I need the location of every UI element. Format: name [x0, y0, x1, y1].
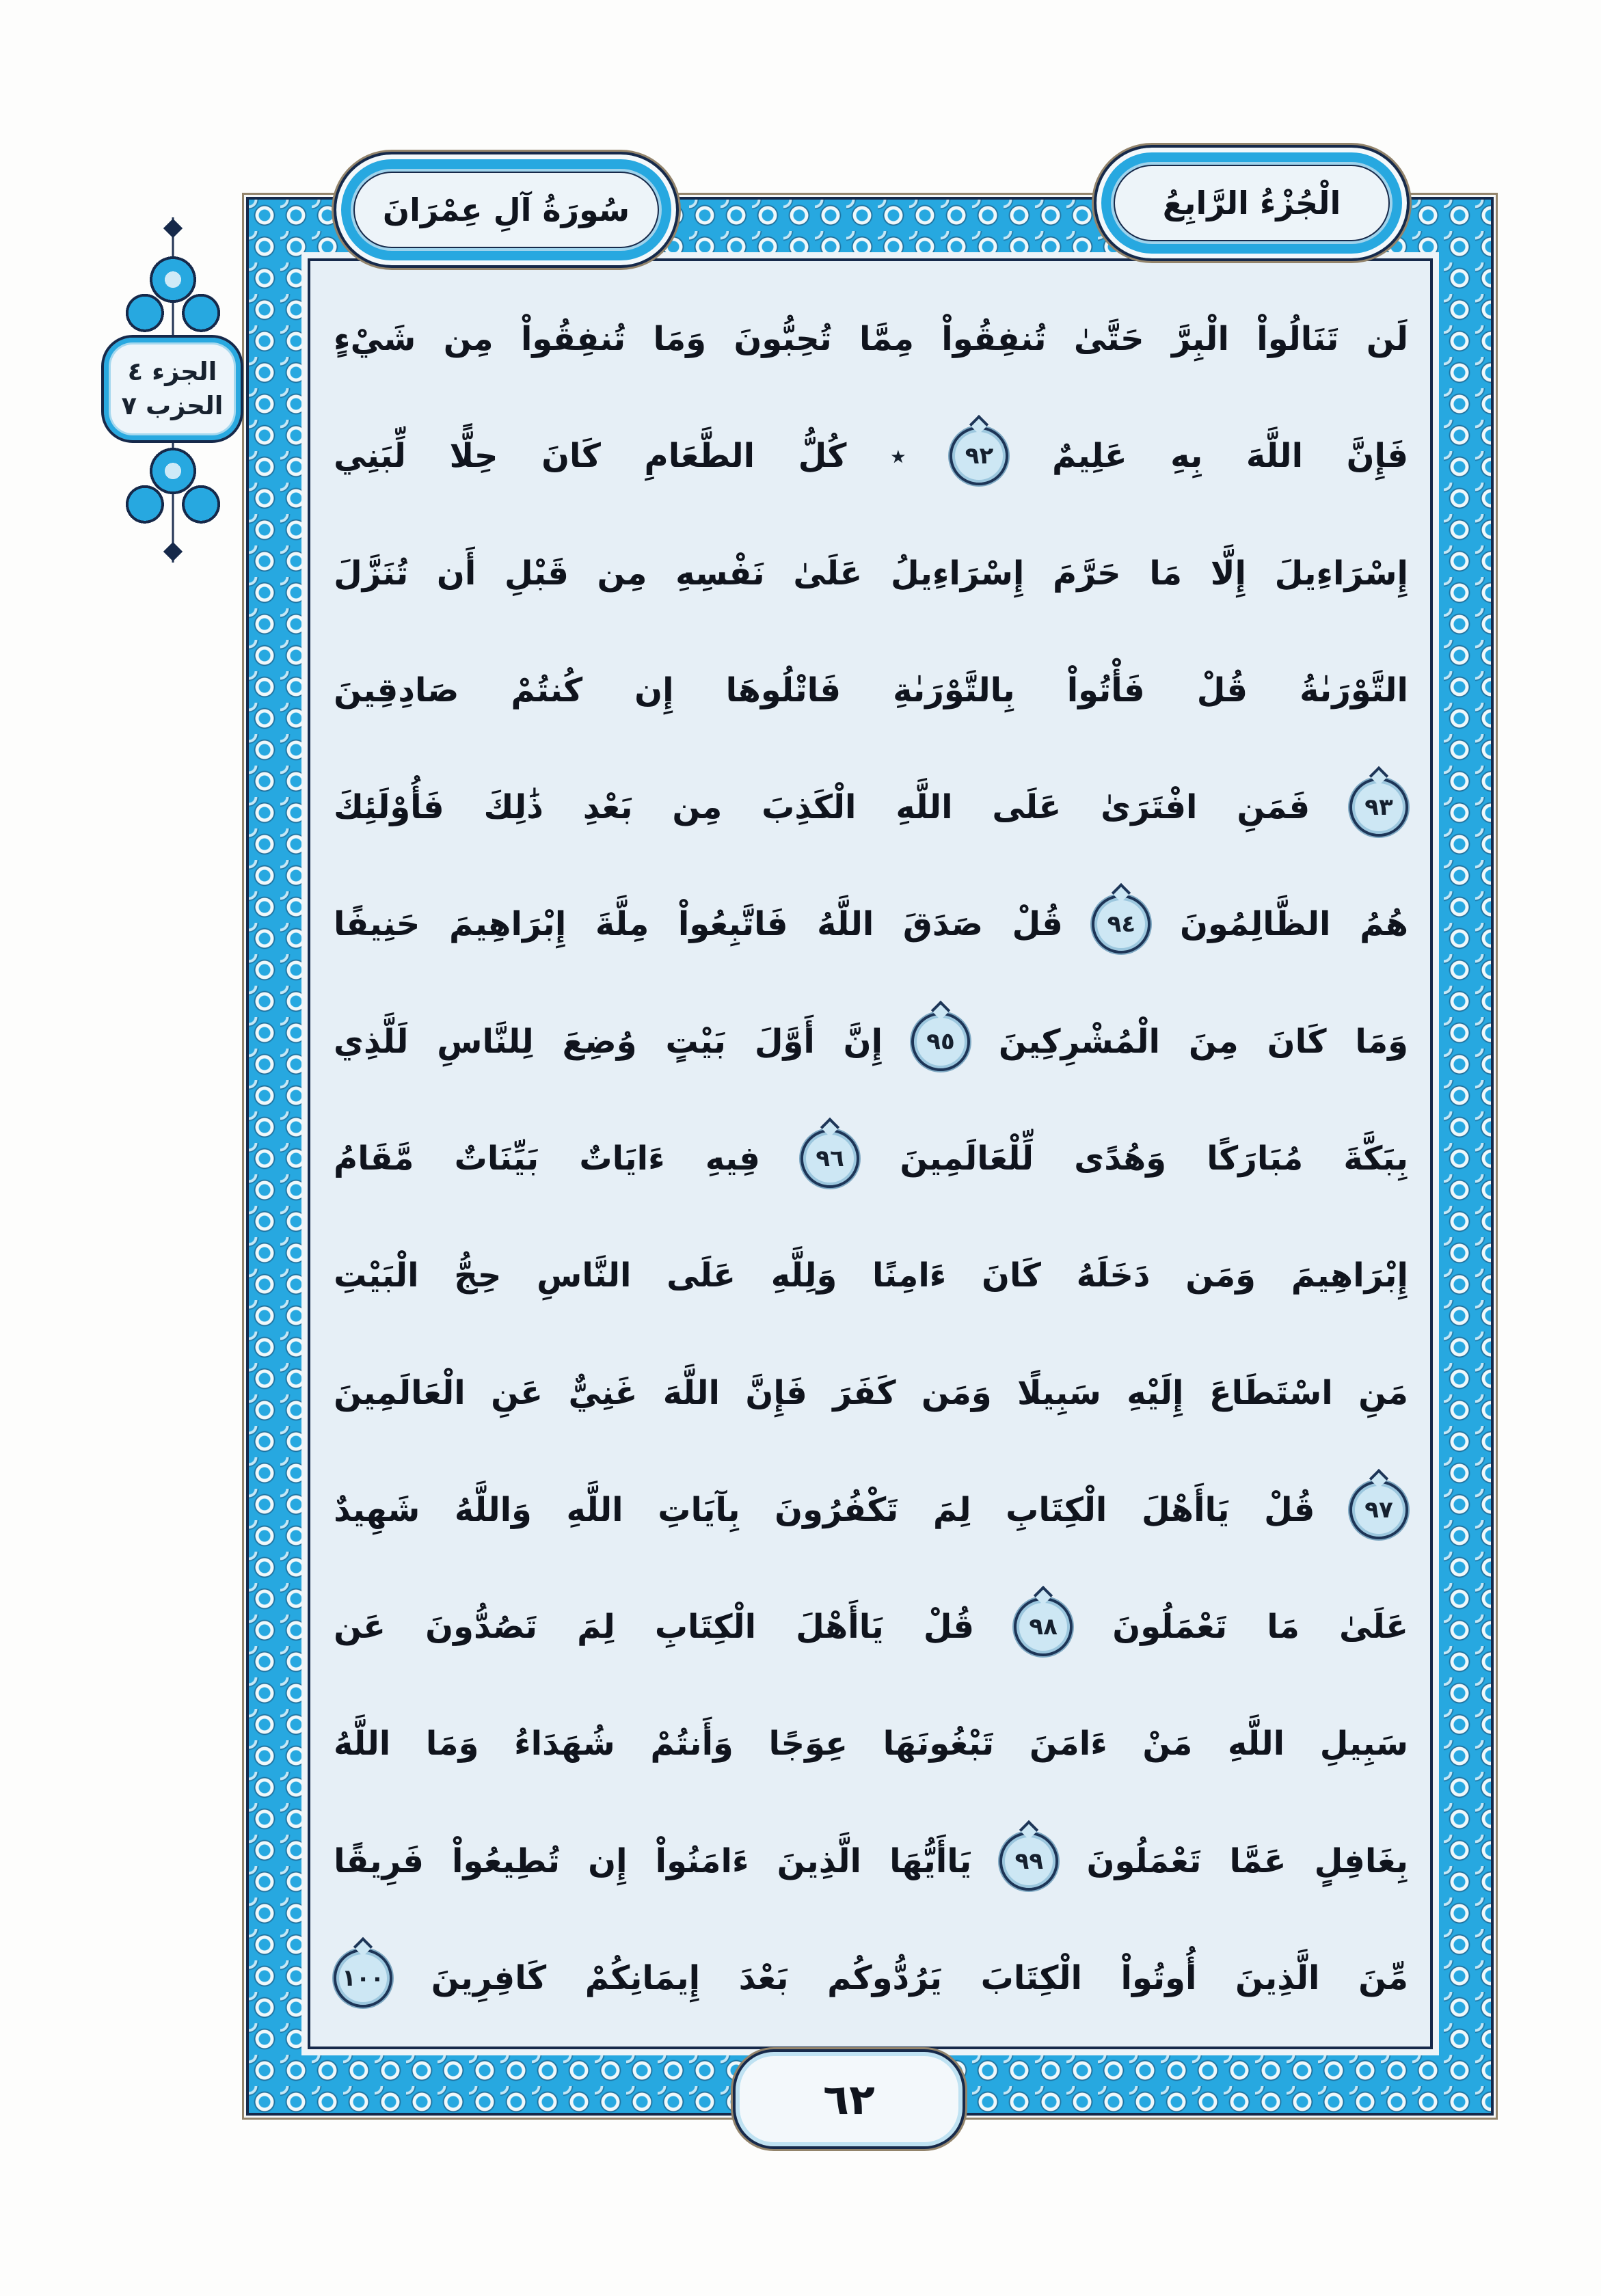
juz-hizb-margin-ornament: [96, 217, 250, 563]
quran-line: [334, 1686, 1408, 1801]
quran-word: شَيْءٍ: [334, 320, 416, 358]
quran-word: فَأُوْلَئِكَ: [334, 788, 444, 827]
quran-word: عَمَّا: [1229, 1841, 1287, 1880]
quran-word: تَعْمَلُونَ: [1112, 1608, 1228, 1647]
quran-word: يَرُدُّوكُم: [827, 1958, 943, 1997]
quran-word: عَلَى: [667, 1256, 736, 1295]
quran-word: كُلُّ: [798, 437, 847, 476]
quran-word: وَمَا: [425, 1725, 479, 1764]
quran-word: فَإِنَّ: [745, 1373, 807, 1412]
quran-word: لِمَ: [577, 1608, 615, 1647]
quran-word: مَا: [1149, 554, 1183, 593]
quran-word: تَنَالُواْ: [1256, 320, 1339, 358]
ayah-end-medallion: [999, 1832, 1058, 1891]
quran-word: وَمَا: [1355, 1022, 1408, 1061]
quran-word: إِسْرَاءِيلُ: [890, 554, 1025, 593]
quran-word: مَّقَامُ: [334, 1139, 414, 1178]
quran-word: بِهِ: [1170, 437, 1203, 476]
quran-word: حِلًّا: [449, 437, 498, 476]
quran-word: إِلَّا: [1210, 554, 1246, 593]
quran-word: الظَّالِمُونَ: [1179, 905, 1331, 944]
quran-word: لَن: [1366, 320, 1408, 358]
quran-word: كَافِرِينَ: [431, 1958, 547, 1997]
quran-word: قُلْ: [923, 1608, 975, 1647]
quran-word: الْكِتَابِ: [1006, 1490, 1107, 1529]
quran-word: قُلْ: [1264, 1490, 1315, 1529]
quran-word: كَانَ: [541, 437, 601, 476]
quran-word: إِيمَانِكُمْ: [584, 1958, 701, 1997]
quran-word: تُنفِقُواْ: [941, 320, 1047, 358]
quran-word: أُوتُواْ: [1120, 1958, 1197, 1997]
quran-word: بَيْتٍ: [665, 1022, 726, 1061]
quran-word: شُهَدَاءُ: [514, 1725, 615, 1764]
quran-word: تَبْغُونَهَا: [883, 1725, 995, 1764]
ayah-number: ٩٥: [926, 1027, 955, 1055]
quran-word: سَبِيلِ: [1319, 1725, 1408, 1764]
quran-word: قُلْ: [1012, 905, 1063, 944]
surah-name-label: سُورَةُ آلِ عِمْرَانَ: [382, 191, 630, 228]
quran-word: مِن: [597, 554, 647, 593]
quran-word: الْمُشْرِكِينَ: [998, 1022, 1160, 1061]
quran-word: الَّذِينَ: [1235, 1958, 1320, 1997]
quran-line: [334, 867, 1408, 982]
quran-word: الْبِرَّ: [1171, 320, 1229, 358]
quran-word: لِلنَّاسِ: [437, 1022, 534, 1061]
quran-word: إِن: [588, 1841, 628, 1880]
quran-word: فَإِنَّ: [1346, 437, 1408, 476]
ayah-number: ٩٧: [1364, 1496, 1393, 1524]
quran-word: أَوَّلَ: [754, 1022, 815, 1061]
quran-word: فَأْتُواْ: [1066, 671, 1145, 710]
quran-line: [334, 399, 1408, 513]
quran-word: فَمَنِ: [1237, 788, 1310, 827]
quran-word: صَادِقِينَ: [334, 671, 459, 710]
quran-word: إِبْرَاهِيمَ: [448, 905, 567, 944]
quran-word: تُنَزَّلَ: [334, 554, 409, 593]
ayah-number: ٩٨: [1029, 1613, 1058, 1641]
quran-word: ءَامَنُواْ: [655, 1841, 749, 1880]
quran-word: مَا: [1267, 1608, 1300, 1647]
quran-word: عَنِ: [491, 1373, 543, 1412]
quran-word: ءَامِنًا: [872, 1256, 947, 1295]
quran-word: مِّنَ: [1358, 1958, 1408, 1997]
quran-word: اللَّهَ: [662, 1373, 720, 1412]
quran-line: [334, 1804, 1408, 1919]
quran-word: ءَامَنَ: [1029, 1725, 1107, 1764]
quran-line: [334, 750, 1408, 865]
quran-word: ذَٰلِكَ: [483, 788, 543, 827]
quran-word: يَاأَهْلَ: [796, 1608, 884, 1647]
ayah-end-medallion: [1014, 1597, 1073, 1656]
quran-word: مُبَارَكًا: [1207, 1139, 1304, 1178]
quran-word: اللَّهِ: [1227, 1725, 1285, 1764]
quran-word: إِسْرَاءِيلَ: [1274, 554, 1408, 593]
juz-hizb-medallion: [101, 335, 243, 443]
diamond-finial-icon: [163, 542, 182, 561]
quran-word: إِلَيْهِ: [1127, 1373, 1184, 1412]
quran-word: حَنِيفًا: [334, 905, 420, 944]
quran-word: الْعَالَمِينَ: [334, 1373, 466, 1412]
quran-word: إِن: [634, 671, 674, 710]
quran-line: [334, 1101, 1408, 1216]
quran-word: قَبْلِ: [504, 554, 569, 593]
quran-line: [334, 1453, 1408, 1567]
quran-word: الْبَيْتِ: [334, 1256, 419, 1295]
quran-word: تُنفِقُواْ: [520, 320, 626, 358]
quran-word: فَاتْلُوهَا: [725, 671, 842, 710]
ayah-number: ٩٣: [1364, 794, 1393, 822]
arabesque-knot-icon: [119, 253, 227, 336]
quran-word: سَبِيلًا: [1017, 1373, 1101, 1412]
quran-word: حَتَّىٰ: [1073, 320, 1144, 358]
quran-word: مَنْ: [1142, 1725, 1193, 1764]
page-number: ٦٢: [823, 2074, 875, 2124]
quran-word: فَاتَّبِعُواْ: [677, 905, 788, 944]
quran-line: [334, 516, 1408, 631]
quran-word: وَمَن: [921, 1373, 992, 1412]
quran-word: الْكِتَابِ: [654, 1608, 757, 1647]
quran-word: تُطِيعُواْ: [452, 1841, 561, 1880]
quran-word: بَيِّنَاتٌ: [454, 1139, 539, 1178]
quran-word: مِلَّةَ: [595, 905, 649, 944]
arabesque-knot-icon: [119, 444, 227, 528]
quran-word: النَّاسِ: [537, 1256, 632, 1295]
quran-word: عَلَىٰ: [1339, 1608, 1408, 1647]
quran-word: وَمَن: [1185, 1256, 1256, 1295]
quran-word: كَانَ: [982, 1256, 1041, 1295]
ayah-number: ٩٦: [816, 1144, 844, 1172]
quran-line: [334, 1218, 1408, 1333]
quran-word: بَعْدِ: [582, 788, 633, 827]
quran-word: عَلِيمٌ: [1051, 437, 1127, 476]
quran-word: بِغَافِلٍ: [1314, 1841, 1408, 1880]
quran-word: وَأَنتُمْ: [650, 1725, 734, 1764]
quran-word: شَهِيدٌ: [334, 1490, 420, 1529]
quran-word: يَاأَهْلَ: [1141, 1490, 1230, 1529]
quran-word: لَلَّذِي: [334, 1022, 409, 1061]
quran-word: فِيهِ: [705, 1139, 760, 1178]
quran-word: عَن: [334, 1608, 386, 1647]
quran-line: [334, 1921, 1408, 2036]
ayah-number: ١٠٠: [341, 1964, 385, 1992]
quran-word: اللَّهِ: [566, 1490, 623, 1529]
quran-word: وَمَا: [653, 320, 707, 358]
quran-line: [334, 1336, 1408, 1450]
quran-word: التَّوْرَىٰةُ: [1300, 671, 1408, 710]
quran-word: ءَايَاتٌ: [579, 1139, 665, 1178]
ayah-end-medallion: [1349, 1481, 1408, 1539]
quran-word: وَهُدًى: [1074, 1139, 1167, 1178]
quran-word: أَن: [436, 554, 476, 593]
quran-word: حَرَّمَ: [1053, 554, 1121, 593]
quran-line: [334, 1569, 1408, 1684]
quran-word: اللَّهِ: [896, 788, 953, 827]
diamond-finial-icon: [163, 219, 182, 238]
quran-word: الْكِتَابَ: [980, 1958, 1082, 1997]
quran-word: تُحِبُّونَ: [734, 320, 832, 358]
quran-word: نَفْسِهِ: [675, 554, 765, 593]
quran-word: مِنَ: [1188, 1022, 1239, 1061]
ayah-end-medallion: [911, 1012, 970, 1071]
quran-word: اللَّهُ: [334, 1725, 391, 1764]
quran-word: يَاأَيُّهَا: [889, 1841, 972, 1880]
quran-word: غَنِيٌّ: [568, 1373, 638, 1412]
quran-word: مِن: [443, 320, 494, 358]
quran-line: [334, 984, 1408, 1099]
quran-word: عَلَىٰ: [793, 554, 863, 593]
quran-word: مِمَّا: [859, 320, 914, 358]
quran-word: افْتَرَىٰ: [1101, 788, 1198, 827]
quran-word: لِّبَنِي: [334, 437, 406, 476]
ayah-number: ٩٩: [1014, 1847, 1044, 1875]
quran-word: بِآيَاتِ: [658, 1490, 740, 1529]
ayah-end-medallion: [1092, 895, 1151, 954]
quran-word: إِنَّ: [843, 1022, 883, 1061]
quran-word: دَخَلَهُ: [1076, 1256, 1151, 1295]
ayah-number: ٩٤: [1107, 910, 1136, 938]
ayah-end-medallion: [950, 427, 1008, 485]
quran-word: مِن: [672, 788, 723, 827]
quran-word: مَنِ: [1358, 1373, 1408, 1412]
quran-word: اسْتَطَاعَ: [1209, 1373, 1333, 1412]
quran-word: عَلَى: [992, 788, 1062, 827]
quran-word: الْكَذِبَ: [762, 788, 857, 827]
ayah-end-medallion: [334, 1949, 392, 2008]
quran-word: حِجُّ: [454, 1256, 502, 1295]
surah-name-header: [334, 152, 679, 268]
quran-word: قُلْ: [1196, 671, 1248, 710]
quran-line: [334, 633, 1408, 748]
quran-word: وَاللَّهُ: [454, 1490, 532, 1529]
quran-word: بِالتَّوْرَىٰةِ: [893, 671, 1015, 710]
quran-word: كُنتُمْ: [511, 671, 583, 710]
quran-line: [334, 282, 1408, 396]
quran-word: بِبَكَّةَ: [1343, 1139, 1408, 1178]
juz-name-header: [1094, 145, 1410, 261]
quran-word: الطَّعَامِ: [644, 437, 755, 476]
margin-juz-label: الجزء ٤: [127, 356, 217, 386]
quran-word: وُضِعَ: [562, 1022, 637, 1061]
quran-word: فَرِيقًا: [334, 1841, 424, 1880]
ayah-end-medallion: [1349, 778, 1408, 837]
quran-lines: [334, 282, 1408, 2036]
quran-word: لِّلْعَالَمِينَ: [900, 1139, 1034, 1178]
quran-word: الَّذِينَ: [777, 1841, 861, 1880]
quran-word: تَصُدُّونَ: [425, 1608, 538, 1647]
quran-word: صَدَقَ: [902, 905, 983, 944]
margin-hizb-label: الحزب ٧: [121, 391, 224, 420]
ayah-end-medallion: [801, 1129, 859, 1188]
quran-word: كَفَرَ: [833, 1373, 896, 1412]
quran-word: لِمَ: [932, 1490, 971, 1529]
quran-word: بَعْدَ: [738, 1958, 789, 1997]
juz-name-label: الْجُزْءُ الرَّابِعُ: [1162, 185, 1341, 221]
quran-word: كَانَ: [1267, 1022, 1327, 1061]
quran-word: اللَّهُ: [817, 905, 874, 944]
quran-word: عِوَجًا: [768, 1725, 848, 1764]
quran-word: إِبْرَاهِيمَ: [1291, 1256, 1408, 1295]
quran-word: اللَّهَ: [1246, 437, 1304, 476]
quran-word: تَكْفُرُونَ: [775, 1490, 899, 1529]
ayah-number: ٩٢: [965, 442, 994, 470]
quran-word: تَعْمَلُونَ: [1086, 1841, 1202, 1880]
quran-word: هُمُ: [1360, 905, 1408, 944]
rub-el-hizb-icon: ٭: [889, 438, 906, 474]
page-number-cartouche: [733, 2049, 965, 2149]
quran-word: وَلِلَّهِ: [770, 1256, 837, 1295]
